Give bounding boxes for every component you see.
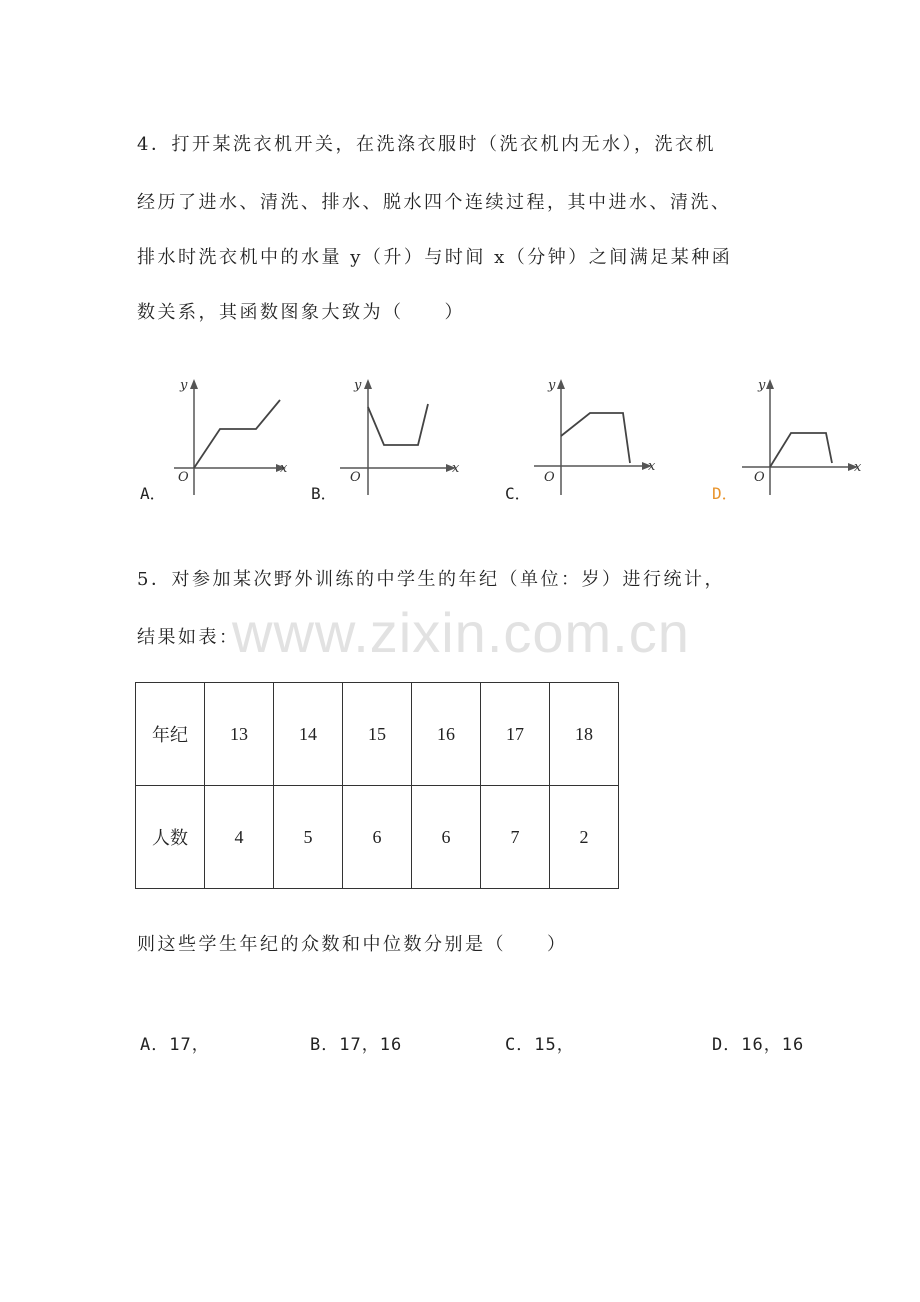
q5-question: 则这些学生年纪的众数和中位数分别是（ ） (137, 934, 568, 955)
option-b-x-label: x (452, 461, 460, 476)
table-cell: 人数 (136, 786, 205, 889)
option-d-origin: O (754, 470, 765, 485)
answer-a: A．17， (140, 1035, 210, 1055)
table-row (136, 786, 619, 889)
option-c-x-label: x (648, 459, 656, 474)
q4-line-4: 数关系，其函数图象大致为（ ） (137, 302, 465, 323)
option-a-y-label: y (180, 378, 188, 393)
table-cell: 6 (412, 786, 481, 889)
option-b-origin: O (350, 470, 361, 485)
option-a-x-label: x (280, 461, 288, 476)
table-cell: 2 (550, 786, 619, 889)
option-d-label: D． (712, 484, 738, 503)
q4-line-1: 4．打开某洗衣机开关，在洗涤衣服时（洗衣机内无水），洗衣机 (137, 134, 716, 155)
option-a-origin: O (178, 470, 189, 485)
answer-d: D．16，16 (712, 1035, 805, 1055)
table-cell: 17 (481, 683, 550, 786)
table-cell: 年纪 (136, 683, 205, 786)
q4-line-2: 经历了进水、清洗、排水、脱水四个连续过程，其中进水、清洗、 (137, 192, 732, 213)
option-a-graph (160, 375, 290, 504)
table-cell: 13 (205, 683, 274, 786)
age-stats-table (135, 682, 619, 889)
option-b-label: B． (311, 484, 337, 503)
table-row (136, 683, 619, 786)
option-c-y-label: y (548, 378, 556, 393)
answer-c: C．15， (505, 1035, 575, 1055)
q4-line-3: 排水时洗衣机中的水量 y（升）与时间 x（分钟）之间满足某种函 (137, 247, 733, 268)
option-a-label: A． (140, 484, 166, 503)
option-b-graph (336, 375, 466, 504)
table-cell: 18 (550, 683, 619, 786)
watermark: www.zixin.com.cn (232, 601, 690, 664)
option-d-y-label: y (758, 378, 766, 393)
option-b-y-label: y (354, 378, 362, 393)
option-c-label: C． (505, 484, 531, 503)
option-d-graph (736, 375, 866, 504)
answer-b: B．17，16 (310, 1035, 403, 1055)
option-c-origin: O (544, 470, 555, 485)
option-c-graph (528, 375, 663, 504)
table-cell: 14 (274, 683, 343, 786)
table-cell: 16 (412, 683, 481, 786)
option-d-x-label: x (854, 460, 862, 475)
q5-line-2: 结果如表： (137, 627, 240, 648)
table-cell: 15 (343, 683, 412, 786)
table-cell: 5 (274, 786, 343, 889)
table-cell: 7 (481, 786, 550, 889)
q5-line-1: 5．对参加某次野外训练的中学生的年纪（单位：岁）进行统计， (137, 569, 725, 590)
table-cell: 6 (343, 786, 412, 889)
table-cell: 4 (205, 786, 274, 889)
